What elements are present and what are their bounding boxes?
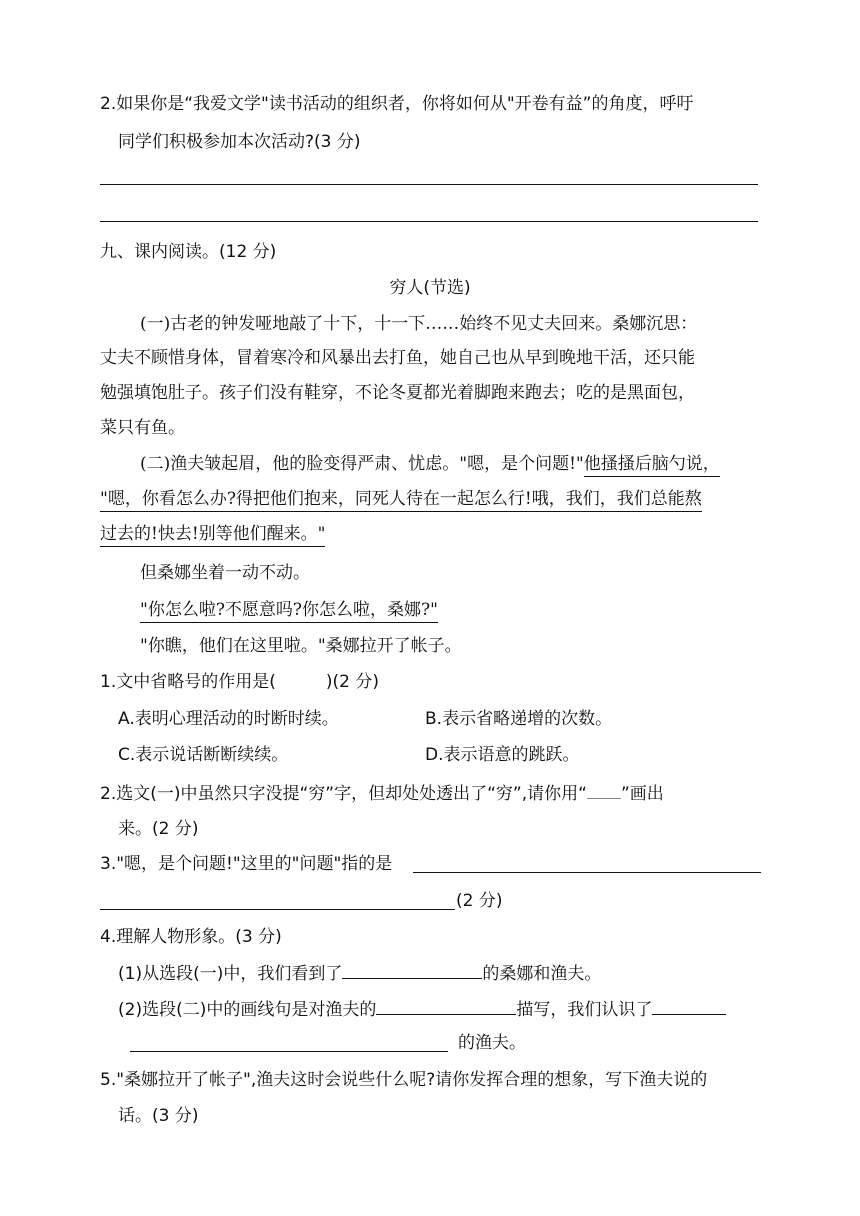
q4-sub2-blank-1[interactable] — [376, 996, 516, 1015]
q3-answer-blank-2[interactable] — [100, 909, 455, 910]
answer-line-1 — [100, 184, 758, 185]
q4-sub1 — [118, 960, 601, 986]
q3-line1: 3."嗯，是个问题!"这里的"问题"指的是 — [100, 854, 393, 874]
p2-line3-underlined: 过去的!快去!别等他们醒来。" — [100, 524, 325, 547]
q4-sub2 — [118, 996, 726, 1022]
q2-line1 — [100, 780, 664, 806]
q4-sub2-a: (2)选段(二)中的画线句是对渔夫的 — [118, 1000, 377, 1020]
p3: 但桑娜坐着一动不动。 — [140, 563, 310, 583]
q2-line1-b: ”画出 — [620, 784, 664, 804]
q4-sub1-b: 的桑娜和渔夫。 — [482, 964, 602, 984]
p2-line1-underlined: 他搔搔后脑勺说， — [584, 454, 720, 477]
q4-sub1-blank[interactable] — [342, 960, 482, 979]
prev-q2-line2: 同学们积极参加本次活动?(3 分) — [118, 132, 361, 152]
q5-line1: 5."桑娜拉开了帐子",渔夫这时会说些什么呢?请你发挥合理的想象，写下渔夫说的 — [100, 1070, 708, 1090]
q4-sub2-blank-3[interactable] — [130, 1051, 448, 1052]
q3-answer-blank-1[interactable] — [413, 872, 761, 873]
q1-option-a: A.表明心理活动的时断时续。 — [118, 709, 339, 729]
passage-title: 穷人(节选) — [389, 278, 471, 298]
q4-sub2-c: 的渔夫。 — [458, 1033, 526, 1053]
q1-option-c: C.表示说话断断续续。 — [118, 745, 289, 765]
p4-underlined: "你怎么啦?不愿意吗?你怎么啦，桑娜?" — [140, 600, 438, 623]
p1-line4: 菜只有鱼。 — [100, 418, 185, 438]
p1-line2: 丈夫不顾惜身体，冒着寒冷和风暴出去打鱼，她自己也从早到晚地干活，还只能 — [100, 348, 695, 368]
q1-stem-a: 1.文中省略号的作用是( — [100, 672, 276, 692]
p2-line2-underlined: "嗯，你看怎么办?得把他们抱来，同死人待在一起怎么行!哦，我们，我们总能熬 — [100, 489, 702, 512]
p1-line3: 勉强填饱肚子。孩子们没有鞋穿，不论冬夏都光着脚跑来跑去；吃的是黑面包， — [100, 383, 695, 403]
section-heading: 九、课内阅读。(12 分) — [100, 242, 277, 262]
q2-line2: 来。(2 分) — [118, 819, 199, 839]
q4-sub1-a: (1)从选段(一)中，我们看到了 — [118, 964, 343, 984]
q1-stem — [100, 670, 379, 694]
q4-stem: 4.理解人物形象。(3 分) — [100, 927, 282, 947]
q1-option-b: B.表示省略递增的次数。 — [425, 709, 613, 729]
p2-line1-plain: (二)渔夫皱起眉，他的脸变得严肃、忧虑。"嗯，是个问题!" — [140, 454, 584, 474]
q2-line1-a: 2.选文(一)中虽然只字没提“穷”字，但却处处透出了“穷”,请你用“ — [100, 784, 587, 804]
q1-option-d: D.表示语意的跳跃。 — [425, 745, 580, 765]
q2-underline-sample — [587, 780, 621, 799]
q4-sub2-blank-2[interactable] — [652, 996, 726, 1015]
p5: "你瞧，他们在这里啦。"桑娜拉开了帐子。 — [140, 636, 462, 656]
q1-stem-b: )(2 分) — [325, 672, 379, 692]
p2-line1 — [140, 452, 720, 476]
q3-score: (2 分) — [456, 891, 503, 911]
answer-line-2 — [100, 221, 758, 222]
p1-line1: (一)古老的钟发哑地敲了十下，十一下……始终不见丈夫回来。桑娜沉思： — [140, 314, 698, 334]
prev-q2-line1: 2.如果你是“我爱文学"读书活动的组织者，你将如何从"开卷有益”的角度，呼吁 — [100, 94, 694, 114]
q5-line2: 话。(3 分) — [118, 1106, 199, 1126]
q4-sub2-b: 描写，我们认识了 — [516, 1000, 653, 1020]
